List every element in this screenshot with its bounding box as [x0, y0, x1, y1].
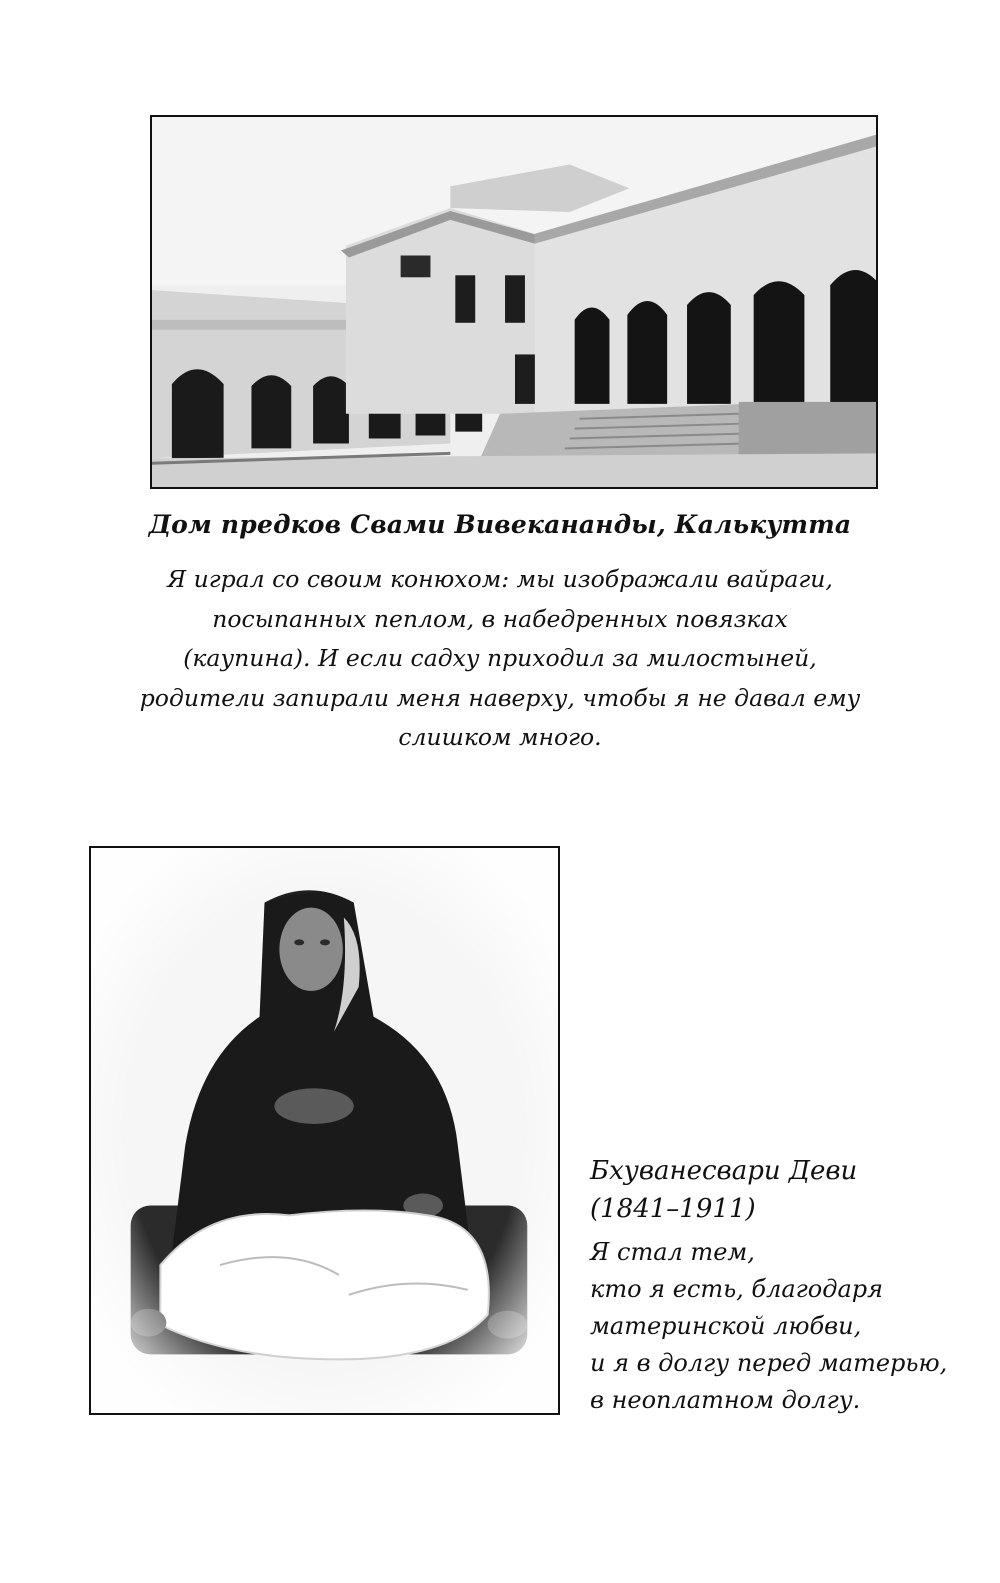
quote-line: Я играл со своим конюхом: мы изображали вайраги,: [167, 565, 833, 593]
house-photo-icon: [152, 117, 876, 487]
portrait-quote-line: кто я есть, благодаря: [590, 1275, 884, 1303]
seated-woman-portrait-icon: [91, 848, 558, 1413]
portrait-quote-line: материнской любви,: [590, 1312, 862, 1340]
portrait-quote-line: и я в долгу перед матерью,: [590, 1349, 948, 1377]
quote-line: слишком много.: [398, 723, 602, 751]
portrait-photo: [89, 846, 560, 1415]
house-photo: [150, 115, 878, 489]
portrait-quote: [590, 1234, 990, 1419]
quote-line: (каупина). И если садху приходил за милостыней,: [183, 644, 817, 672]
portrait-dates: (1841–1911): [590, 1194, 756, 1224]
quote-line: посыпанных пеплом, в набедренных повязках: [212, 604, 788, 633]
vivekananda-quote: [0, 560, 1000, 758]
portrait-caption: [590, 1152, 990, 1419]
portrait-name: Бхуванесвари Деви: [590, 1156, 858, 1186]
portrait-quote-line: Я стал тем,: [590, 1238, 755, 1266]
quote-line: родители запирали меня наверху, чтобы я не давал ему: [139, 683, 861, 712]
house-photo-caption: Дом предков Свами Вивекананды, Калькутта: [148, 510, 852, 539]
portrait-quote-line: в неоплатном долгу.: [590, 1386, 861, 1414]
